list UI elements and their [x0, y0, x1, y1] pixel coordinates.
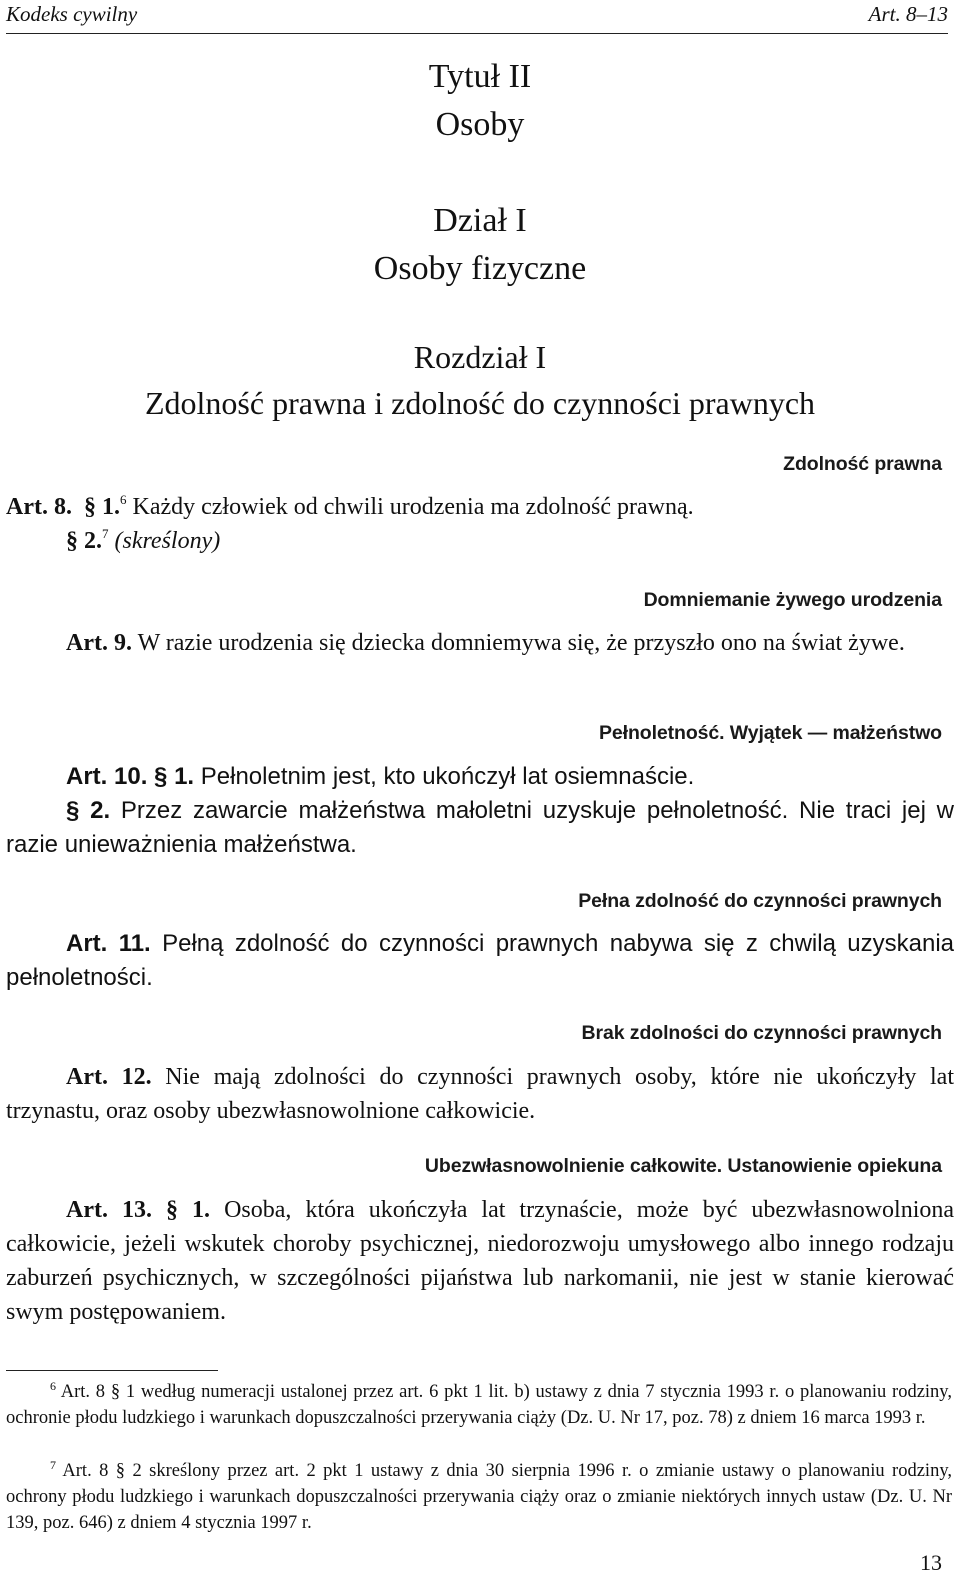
footnote-ref: 6 — [119, 492, 127, 507]
article-text: Pełną zdolność do czynności prawnych nabywa się z chwilą uzyskania pełnoletności. — [6, 930, 954, 991]
division-block — [0, 197, 960, 293]
marginal-note-art13: Ubezwłasnowolnienie całkowite. Ustanowienie opiekuna — [424, 1155, 942, 1177]
article-number: Art. 11. — [66, 930, 151, 957]
article-11 — [6, 927, 954, 995]
chapter-line-2: Zdolność prawna i zdolność do czynności prawnych — [144, 385, 816, 421]
section-number: § 2. — [66, 528, 102, 554]
chapter-block — [0, 334, 960, 426]
marginal-note-art9: Domniemanie żywego urodzenia — [643, 589, 942, 611]
marginal-note-art8: Zdolność prawna — [783, 453, 942, 475]
article-number: Art. 8. — [6, 494, 72, 520]
article-12 — [6, 1060, 954, 1128]
marginal-note-art12: Brak zdolności do czynności prawnych — [581, 1022, 942, 1044]
article-text: Przez zawarcie małżeństwa małoletni uzyskuje pełnoletność. Nie traci jej w razie unieważnienia małżeństwa. — [6, 797, 955, 858]
section-number: § 1. — [154, 763, 195, 790]
article-number: Art. 10. — [66, 763, 148, 790]
article-number: Art. 12. — [66, 1064, 152, 1090]
footnote-number: 6 — [50, 1379, 56, 1393]
title-block — [0, 53, 960, 149]
article-text: (skreślony) — [114, 528, 221, 554]
chapter-line-1: Rozdział I — [413, 339, 547, 375]
marginal-note-art10: Pełnoletność. Wyjątek — małżeństwo — [598, 722, 942, 744]
running-header-left: Kodeks cywilny — [6, 2, 138, 26]
article-9 — [6, 626, 954, 660]
article-text: Pełnoletnim jest, kto ukończył lat osiemnaście. — [200, 763, 695, 790]
footnote-7 — [6, 1458, 952, 1536]
article-13 — [6, 1193, 954, 1329]
running-header-right: Art. 8–13 — [868, 2, 948, 26]
footnote-number: 7 — [50, 1458, 56, 1472]
footnote-text: Art. 8 § 1 według numeracji ustalonej przez art. 6 pkt 1 lit. b) ustawy z dnia 7 stycznia 1993 r. o planowaniu rodziny, ochronie płodu ludzkiego i warunkach dopuszczalności przerywania ciąży (Dz. U. Nr 17, poz. 78) z dniem 16 marca 1993 r. — [6, 1382, 952, 1428]
running-header — [6, 2, 948, 32]
article-text: Każdy człowiek od chwili urodzenia ma zdolność prawną. — [132, 494, 694, 520]
article-number: Art. 9. — [66, 630, 132, 656]
page-number: 13 — [920, 1550, 942, 1575]
section-number: 1. — [101, 494, 120, 520]
title-line-1: Tytuł II — [428, 58, 532, 95]
footnote-rule — [6, 1370, 218, 1371]
marginal-note-art11: Pełna zdolność do czynności prawnych — [578, 890, 942, 912]
article-8 — [6, 490, 954, 558]
header-rule — [6, 33, 948, 34]
section-number: § 1. — [166, 1197, 211, 1223]
division-line-1: Dział I — [433, 202, 527, 239]
article-text: Nie mają zdolności do czynności prawnych osoby, które nie ukończyły lat trzynastu, oraz osoby ubezwłasnowolnione całkowicie. — [6, 1064, 954, 1124]
section-mark: § — [83, 494, 96, 520]
footnote-ref: 7 — [102, 526, 109, 541]
footnote-6 — [6, 1379, 952, 1431]
title-line-2: Osoby — [435, 106, 525, 143]
footnote-text: Art. 8 § 2 skreślony przez art. 2 pkt 1 ustawy z dnia 30 sierpnia 1996 r. o zmianie ustawy o planowaniu rodziny, ochrony płodu ludzkiego i warunkach dopuszczalności przerywania ciąży oraz o zmianie niektórych innych ustaw (Dz. U. Nr 139, poz. 646) z dniem 4 stycznia 1997 r. — [6, 1461, 952, 1533]
article-number: Art. 13. — [66, 1197, 152, 1223]
article-text: W razie urodzenia się dziecka domniemywa się, że przyszło ono na świat żywe. — [137, 630, 905, 656]
section-number: § 2. — [66, 797, 111, 824]
division-line-2: Osoby fizyczne — [373, 250, 587, 287]
article-text: Osoba, która ukończyła lat trzynaście, może być ubezwłasnowolniona całkowicie, jeżeli wskutek choroby psychicznej, niedorozwoju umysłowego albo innego rodzaju zaburzeń psychicznych, w szczególności pijaństwa lub narkomanii, nie jest w stanie kierować swym postępowaniem. — [6, 1197, 955, 1325]
article-10 — [6, 760, 954, 862]
